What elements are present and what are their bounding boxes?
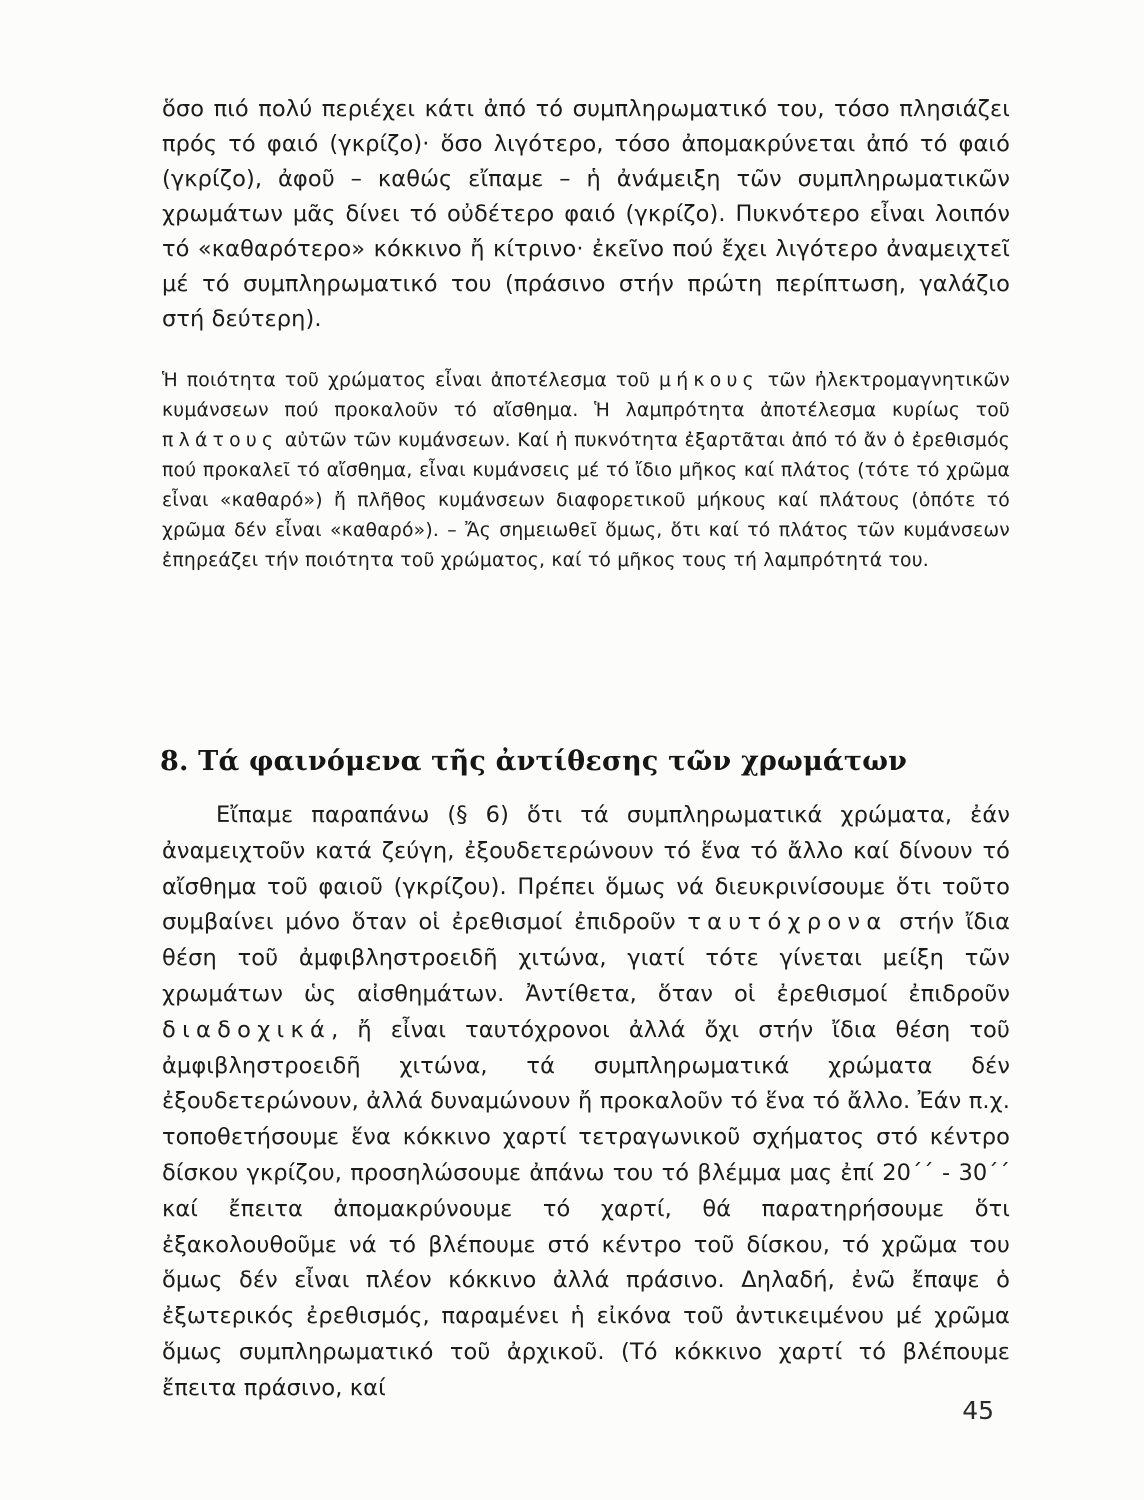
para-emphasis-simultaneously: ταυτόχρονα bbox=[687, 909, 888, 936]
para-text-part-3: , ἤ εἶναι ταυτόχρονοι ἀλλά ὄχι στήν ἴδια θέση τοῦ ἀμφιβληστροειδῆ χιτώνα, τά συμπληρωματικά χρώματα δέν ἐξουδετερώνουν, ἀλλά δυναμώνουν ἤ προκαλοῦν τό ἕνα τό ἄλλο. Ἐάν π.χ. τοποθετήσουμε ἕνα κόκκινο χαρτί τετραγωνικοῦ σχήματος στό κέντρο δίσκου γκρίζου, προσηλώσουμε ἀπάνω του τό βλέμμα μας ἐπί 20΄΄ - 30΄΄ καί ἔπειτα ἀπομακρύνουμε τό χαρτί, θά παρατηρήσουμε ὅτι ἐξακολουθοῦμε νά τό βλέπουμε στό κέντρο τοῦ δίσκου, τό χρῶμα του ὅμως δέν εἶναι πλέον κόκκινο ἀλλά πράσινο. Δηλαδή, ἐνῶ ἔπαψε ὁ ἐξωτερικός ἐρεθισμός, παραμένει ἡ εἰκόνα τοῦ ἀντικειμένου μέ χρῶμα ὅμως συμπληρωματικό τοῦ ἀρχικοῦ. (Τό κόκκινο χαρτί τό βλέπουμε ἔπειτα πράσινο, καί bbox=[162, 1016, 1010, 1401]
note-text-part-3: αὐτῶν τῶν κυμάνσεων. Καί ἡ πυκνότητα ἐξαρτᾶται ἀπό τό ἄν ὁ ἐρεθισμός πού προκαλεῖ τό αἴσθημα, εἶναι κυμάνσεις μέ τό ἴδιο μῆκος καί πλάτος (τότε τό χρῶμα εἶναι «καθαρό») ἤ πλῆθος κυμάνσεων διαφορετικοῦ μήκους καί πλάτους (ὁπότε τό χρῶμα δέν εἶναι «καθαρό»). – Ἄς σημειωθεῖ ὅμως, ὅτι καί τό πλάτος τῶν κυμάνσεων ἐπηρεάζει τήν ποιότητα τοῦ χρώματος, καί τό μῆκος τους τή λαμπρότητά του. bbox=[162, 430, 1010, 571]
para-emphasis-successively: διαδοχικά bbox=[162, 1016, 332, 1043]
body-paragraph-1: ὅσο πιό πολύ περιέχει κάτι ἀπό τό συμπληρωματικό του, τόσο πλησιάζει πρός τό φαιό (γκρίζο)· ὅσο λιγότερο, τόσο ἀπομακρύνεται ἀπό τό φαιό (γκρίζο), ἀφοῦ – καθώς εἴπαμε – ἡ ἀνάμειξη τῶν συμπληρωματικῶν χρωμάτων μᾶς δίνει τό οὐδέτερο φαιό (γκρίζο). Πυκνότερο εἶναι λοιπόν τό «καθαρότερο» κόκκινο ἤ κίτρινο· ἐκεῖνο πού ἔχει λιγότερο ἀναμειχτεῖ μέ τό συμπληρωματικό του (πράσινο στήν πρώτη περίπτωση, γαλάζιο στή δεύτερη). bbox=[162, 96, 1010, 332]
section-heading: 8. Τά φαινόμενα τῆς ἀντίθεσης τῶν χρωμάτων bbox=[160, 746, 908, 777]
note-text-part-1: Ἡ ποιότητα τοῦ χρώματος εἶναι ἀποτέλεσμα τοῦ bbox=[162, 370, 660, 391]
note-emphasis-length: μήκους bbox=[659, 370, 759, 391]
page-number: 45 bbox=[962, 1396, 994, 1425]
note-emphasis-amplitude: πλάτους bbox=[162, 430, 279, 451]
footnote-paragraph bbox=[162, 366, 1010, 576]
para-text-part-2: στήν ἴδια θέση τοῦ ἀμφιβληστροειδῆ χιτώνα, γιατί τότε γίνεται μείξη τῶν χρωμάτων ὡς αἰσθημάτων. Ἀντίθετα, ὅταν οἱ ἐρεθισμοί ἐπιδροῦν bbox=[162, 909, 1010, 1007]
para-text-part-1: Εἴπαμε παραπάνω (§ 6) ὅτι τά συμπληρωματικά χρώματα, ἐάν ἀναμειχτοῦν κατά ζεύγη, ἐξουδετερώνουν τό ἕνα τό ἄλλο καί δίνουν τό αἴσθημα τοῦ φαιοῦ (γκρίζου). Πρέπει ὅμως νά διευκρινίσουμε ὅτι τοῦτο συμβαίνει μόνο ὅταν οἱ ἐρεθισμοί ἐπιδροῦν bbox=[162, 802, 1010, 936]
body-paragraph-2 bbox=[162, 798, 1010, 1407]
note-text-part-2: τῶν ἠλεκτρομαγνητικῶν κυμάνσεων πού προκαλοῦν τό αἴσθημα. Ἡ λαμπρότητα ἀποτέλεσμα κυρίως τοῦ bbox=[162, 370, 1010, 421]
